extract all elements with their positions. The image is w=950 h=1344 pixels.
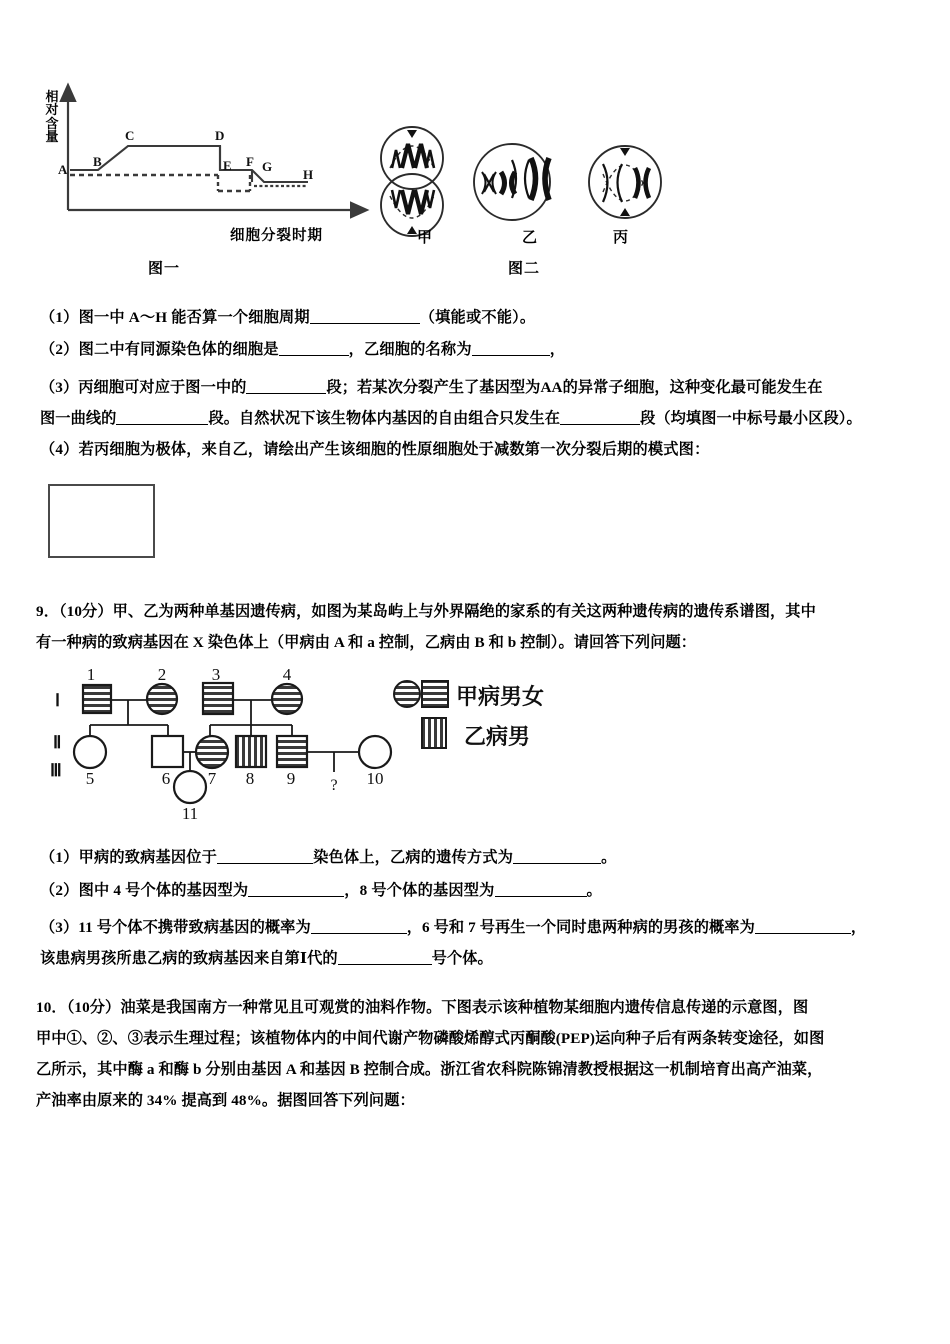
figure-one-caption: 图一: [148, 261, 181, 277]
legend-swatch-jia-male: [422, 681, 448, 707]
q9-p3-seg4: 该患病男孩所患乙病的致病基因来自第Ⅰ代的: [40, 950, 338, 968]
q9-p1-seg3: 。: [601, 849, 617, 866]
q9-stem-line1: 甲、乙为两种单基因遗传病，如图为某岛屿上与外界隔绝的家系的有关这两种遗传病的遗传系谱图，其中: [112, 603, 816, 620]
pedigree-number-1: 1: [86, 668, 96, 684]
q8-p1-blank[interactable]: [310, 323, 420, 324]
graph-label-F: F: [246, 154, 254, 169]
pedigree-number-2: 2: [157, 668, 167, 684]
question8-part4: （4）若丙细胞为极体，来自乙，请绘出产生该细胞的性原细胞处于减数第一次分裂后期的模式图：: [40, 441, 710, 458]
q9-p3-blank2[interactable]: [755, 933, 851, 934]
question10-stem: [36, 992, 926, 1117]
y-axis-label: 相对含量: [45, 89, 59, 144]
pedigree-individual-10: [359, 736, 391, 768]
graph-label-E: E: [223, 158, 232, 173]
generation-label-2: Ⅱ: [53, 733, 62, 752]
q10-line4: 产油率由原来的 34% 提高到 48%。据图回答下列问题：: [36, 1092, 415, 1110]
graph-label-B: B: [93, 154, 102, 169]
q8-p3-seg3: 图一曲线的: [40, 410, 117, 428]
q8-p3-blank2[interactable]: [116, 424, 208, 425]
q8-p3-seg4: 段。自然状况下该生物体内基因的自由组合只发生在: [208, 410, 561, 428]
pedigree-number-4: 4: [282, 668, 292, 684]
x-axis-label: 细胞分裂时期: [230, 228, 323, 244]
q9-p3-blank3[interactable]: [338, 964, 432, 965]
generation-label-3: Ⅲ: [50, 761, 62, 780]
q10-line2: 甲中①、②、③表示生理过程；该植物体内的中间代谢产物磷酸烯醇式丙酮酸(PEP)运向种子后有两条转变途径，如图: [36, 1030, 825, 1048]
q8-p1-prefix: （1）图一中 A～H 能否算一个细胞周期: [40, 309, 310, 326]
pedigree-individual-1: [83, 685, 111, 713]
legend-swatch-jia-female: [394, 681, 420, 707]
q8-p2-suffix: ，: [549, 341, 566, 358]
legend-swatch-yi-male: [422, 718, 446, 748]
q9-p3-blank1[interactable]: [311, 933, 407, 934]
q8-p2-middle: ，乙细胞的名称为: [348, 341, 472, 358]
q8-p1-suffix: （填能或不能）。: [419, 309, 536, 326]
figure-two-caption: 图二: [508, 261, 541, 277]
question9-part1: [40, 846, 617, 870]
q9-p1-blank1[interactable]: [217, 863, 313, 864]
q9-p3-seg1: （3）11 号个体不携带致病基因的概率为: [40, 919, 311, 936]
q9-p1-seg2: 染色体上，乙病的遗传方式为: [313, 849, 514, 866]
question9-part3: [40, 912, 930, 974]
pedigree-individual-7: [196, 736, 228, 768]
pedigree-individual-4: [272, 684, 302, 714]
q9-p2-seg1: （2）图中 4 号个体的基因型为: [40, 882, 249, 899]
pedigree-number-11: 11: [181, 804, 199, 823]
q8-p3-blank3[interactable]: [560, 424, 640, 425]
question8-part1: [40, 306, 535, 330]
pedigree-number-10: 10: [366, 769, 384, 788]
pedigree-chart: [50, 668, 610, 823]
question9-part2: [40, 879, 602, 903]
legend-label-jia: 甲病男女: [456, 684, 545, 709]
q10-line3: 乙所示，其中酶 a 和酶 b 分别由基因 A 和基因 B 控制合成。浙江省农科院陈锦清教授根据这一机制培育出高产油菜，: [36, 1061, 823, 1079]
q9-number: 9．: [36, 603, 59, 620]
pedigree-svg: [50, 668, 610, 823]
q9-p2-blank1[interactable]: [248, 896, 344, 897]
q8-p3-seg2: 段；若某次分裂产生了基因型为AA的异常子细胞，这种变化最可能发生在: [326, 379, 823, 396]
cell-label-yi: 乙: [522, 230, 538, 246]
q8-p3-blank1[interactable]: [246, 393, 326, 394]
graph-label-D: D: [215, 128, 225, 143]
cell-label-bing: 丙: [613, 230, 629, 246]
pedigree-individual-2: [147, 684, 177, 714]
pedigree-number-3: 3: [211, 668, 221, 684]
pedigree-individual-6: [152, 736, 183, 767]
pedigree-individual-8: [236, 736, 266, 767]
q9-p3-seg3: ，: [850, 919, 867, 936]
q9-p3-seg5: 号个体。: [431, 950, 493, 968]
q10-line1: 油菜是我国南方一种常见且可观赏的油料作物。下图表示该种植物某细胞内遗传信息传递的示意图，图: [120, 999, 809, 1016]
pedigree-legend: [394, 681, 544, 749]
cell-label-jia: 甲: [417, 230, 433, 246]
q9-p1-blank2[interactable]: [513, 863, 601, 864]
graph-label-G: G: [262, 159, 273, 174]
q9-p3-seg2: ，6 号和 7 号再生一个同时患两种病的男孩的概率为: [406, 919, 755, 936]
pedigree-individual-3: [203, 683, 233, 714]
question8-part2: [40, 338, 565, 362]
q9-p2-seg3: 。: [586, 882, 602, 899]
legend-label-yi: 乙病男: [464, 724, 531, 749]
pedigree-number-9: 9: [286, 769, 296, 788]
q8-p3-seg1: （3）丙细胞可对应于图一中的: [40, 379, 247, 396]
graph-label-C: C: [125, 128, 135, 143]
q8-p2-blank1[interactable]: [279, 355, 349, 356]
q9-p2-seg2: ，8 号个体的基因型为: [344, 882, 495, 899]
q10-number: 10．: [36, 999, 67, 1016]
q8-p2-prefix: （2）图二中有同源染色体的细胞是: [40, 341, 279, 358]
pedigree-number-7: 7: [207, 769, 217, 788]
question8-part3: [40, 372, 920, 434]
drawing-answer-box[interactable]: [48, 484, 155, 558]
pedigree-number-8: 8: [245, 769, 255, 788]
q8-p2-blank2[interactable]: [472, 355, 550, 356]
pedigree-individual-5: [74, 736, 106, 768]
graph-label-H: H: [303, 167, 314, 182]
question9-stem: [36, 596, 924, 658]
q9-stem-line2: 有一种病的致病基因在 X 染色体上（甲病由 A 和 a 控制，乙病由 B 和 b 控制）。请回答下列问题：: [36, 634, 697, 652]
cell-cycle-curve-svg: [40, 78, 380, 288]
pedigree-unknown-mark: ?: [330, 777, 338, 794]
q10-score: （10分）: [66, 999, 121, 1016]
q9-score: （10分）: [58, 603, 113, 620]
q9-p1-seg1: （1）甲病的致病基因位于: [40, 849, 218, 866]
q8-p3-seg5: 段（均填图一中标号最小区段）。: [640, 410, 862, 428]
q9-p2-blank2[interactable]: [495, 896, 587, 897]
graph-label-A: A: [58, 162, 68, 177]
figure-one-graph: [40, 78, 380, 288]
pedigree-individual-11: [174, 771, 206, 803]
pedigree-number-5: 5: [85, 769, 95, 788]
pedigree-individual-9: [277, 736, 307, 767]
generation-label-1: Ⅰ: [55, 691, 61, 710]
pedigree-number-6: 6: [161, 769, 171, 788]
